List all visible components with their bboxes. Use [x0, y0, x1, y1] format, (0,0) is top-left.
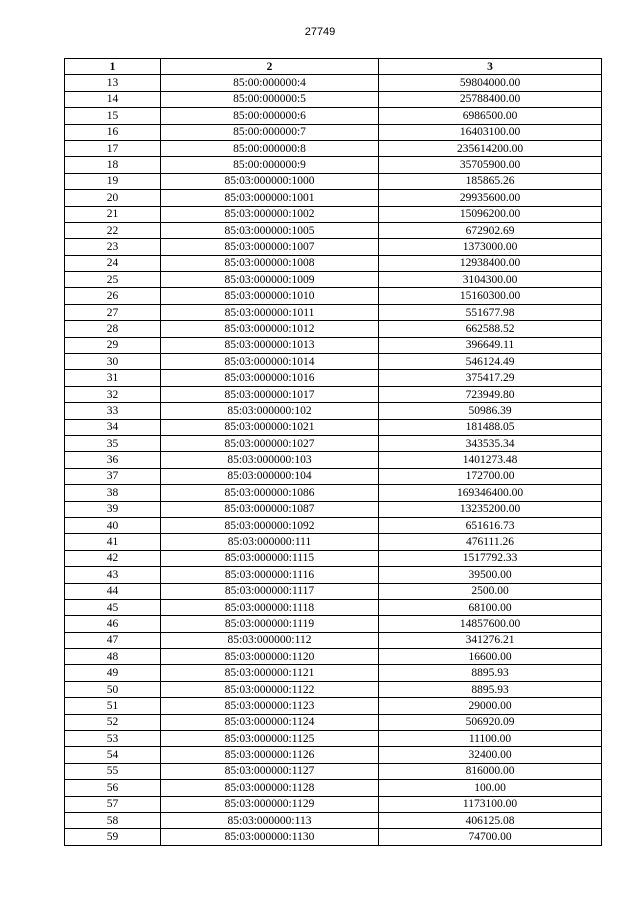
cadastral-number-cell: 85:03:000000:1118	[161, 599, 379, 615]
table-row	[65, 435, 602, 451]
table-row	[65, 140, 602, 156]
row-number-cell: 43	[65, 567, 161, 583]
value-cell: 29935600.00	[379, 190, 602, 206]
cadastral-number-cell: 85:03:000000:1001	[161, 190, 379, 206]
column-header-1: 1	[65, 59, 161, 75]
value-cell: 375417.29	[379, 370, 602, 386]
value-cell: 15096200.00	[379, 206, 602, 222]
value-cell: 185865.26	[379, 173, 602, 189]
value-cell: 723949.80	[379, 386, 602, 402]
table-row	[65, 649, 602, 665]
table-row	[65, 91, 602, 107]
column-header-2: 2	[161, 59, 379, 75]
value-cell: 1401273.48	[379, 452, 602, 468]
cadastral-number-cell: 85:03:000000:1007	[161, 239, 379, 255]
row-number-cell: 28	[65, 321, 161, 337]
table-row	[65, 108, 602, 124]
cadastral-number-cell: 85:03:000000:1087	[161, 501, 379, 517]
row-number-cell: 58	[65, 812, 161, 828]
value-cell: 3104300.00	[379, 272, 602, 288]
cadastral-number-cell: 85:03:000000:1129	[161, 796, 379, 812]
cadastral-number-cell: 85:03:000000:1120	[161, 649, 379, 665]
table-row	[65, 386, 602, 402]
row-number-cell: 48	[65, 649, 161, 665]
row-number-cell: 31	[65, 370, 161, 386]
table-row	[65, 75, 602, 91]
table-row	[65, 812, 602, 828]
cadastral-number-cell: 85:03:000000:1002	[161, 206, 379, 222]
cadastral-number-cell: 85:03:000000:1124	[161, 714, 379, 730]
table-row	[65, 796, 602, 812]
value-cell: 25788400.00	[379, 91, 602, 107]
row-number-cell: 50	[65, 681, 161, 697]
row-number-cell: 41	[65, 534, 161, 550]
cadastral-number-cell: 85:03:000000:1086	[161, 485, 379, 501]
header-row	[65, 59, 602, 75]
cadastral-number-cell: 85:03:000000:1017	[161, 386, 379, 402]
table-row	[65, 829, 602, 845]
cadastral-number-cell: 85:03:000000:104	[161, 468, 379, 484]
value-cell: 15160300.00	[379, 288, 602, 304]
value-cell: 68100.00	[379, 599, 602, 615]
value-cell: 172700.00	[379, 468, 602, 484]
cadastral-number-cell: 85:03:000000:1005	[161, 222, 379, 238]
cadastral-number-cell: 85:03:000000:1121	[161, 665, 379, 681]
cadastral-number-cell: 85:03:000000:1008	[161, 255, 379, 271]
row-number-cell: 47	[65, 632, 161, 648]
table-row	[65, 124, 602, 140]
table-row	[65, 616, 602, 632]
row-number-cell: 36	[65, 452, 161, 468]
value-cell: 12938400.00	[379, 255, 602, 271]
table-row	[65, 255, 602, 271]
row-number-cell: 16	[65, 124, 161, 140]
table-row	[65, 190, 602, 206]
row-number-cell: 24	[65, 255, 161, 271]
value-cell: 672902.69	[379, 222, 602, 238]
cadastral-number-cell: 85:03:000000:1130	[161, 829, 379, 845]
cadastral-number-cell: 85:00:000000:5	[161, 91, 379, 107]
table-row	[65, 517, 602, 533]
cadastral-number-cell: 85:03:000000:1122	[161, 681, 379, 697]
cadastral-number-cell: 85:00:000000:6	[161, 108, 379, 124]
table-row	[65, 468, 602, 484]
row-number-cell: 30	[65, 354, 161, 370]
cadastral-number-cell: 85:03:000000:1128	[161, 780, 379, 796]
row-number-cell: 37	[65, 468, 161, 484]
row-number-cell: 26	[65, 288, 161, 304]
cadastral-number-cell: 85:03:000000:1027	[161, 435, 379, 451]
cadastral-number-cell: 85:03:000000:1117	[161, 583, 379, 599]
value-cell: 169346400.00	[379, 485, 602, 501]
table-row	[65, 304, 602, 320]
value-cell: 2500.00	[379, 583, 602, 599]
table-row	[65, 731, 602, 747]
value-cell: 100.00	[379, 780, 602, 796]
value-cell: 35705900.00	[379, 157, 602, 173]
value-cell: 50986.39	[379, 403, 602, 419]
value-cell: 74700.00	[379, 829, 602, 845]
value-cell: 662588.52	[379, 321, 602, 337]
table-row	[65, 239, 602, 255]
value-cell: 476111.26	[379, 534, 602, 550]
cadastral-number-cell: 85:03:000000:1021	[161, 419, 379, 435]
row-number-cell: 27	[65, 304, 161, 320]
row-number-cell: 22	[65, 222, 161, 238]
value-cell: 14857600.00	[379, 616, 602, 632]
value-cell: 506920.09	[379, 714, 602, 730]
table-row	[65, 599, 602, 615]
row-number-cell: 57	[65, 796, 161, 812]
cadastral-number-cell: 85:00:000000:8	[161, 140, 379, 156]
row-number-cell: 18	[65, 157, 161, 173]
row-number-cell: 19	[65, 173, 161, 189]
cadastral-number-cell: 85:00:000000:4	[161, 75, 379, 91]
value-cell: 1373000.00	[379, 239, 602, 255]
value-cell: 816000.00	[379, 763, 602, 779]
table-row	[65, 583, 602, 599]
table-row	[65, 321, 602, 337]
value-cell: 6986500.00	[379, 108, 602, 124]
cadastral-number-cell: 85:03:000000:1000	[161, 173, 379, 189]
row-number-cell: 25	[65, 272, 161, 288]
row-number-cell: 44	[65, 583, 161, 599]
cadastral-number-cell: 85:03:000000:111	[161, 534, 379, 550]
value-cell: 8895.93	[379, 665, 602, 681]
value-cell: 396649.11	[379, 337, 602, 353]
table-row	[65, 763, 602, 779]
table-row	[65, 534, 602, 550]
page-number: 27749	[304, 26, 336, 38]
value-cell: 181488.05	[379, 419, 602, 435]
row-number-cell: 40	[65, 517, 161, 533]
table-row	[65, 370, 602, 386]
cadastral-number-cell: 85:03:000000:1092	[161, 517, 379, 533]
cadastral-number-cell: 85:03:000000:1126	[161, 747, 379, 763]
row-number-cell: 54	[65, 747, 161, 763]
cadastral-number-cell: 85:03:000000:1116	[161, 567, 379, 583]
table-row	[65, 337, 602, 353]
table-row	[65, 501, 602, 517]
row-number-cell: 51	[65, 698, 161, 714]
value-cell: 1517792.33	[379, 550, 602, 566]
value-cell: 16403100.00	[379, 124, 602, 140]
table-row	[65, 403, 602, 419]
row-number-cell: 45	[65, 599, 161, 615]
value-cell: 1173100.00	[379, 796, 602, 812]
cadastral-number-cell: 85:00:000000:9	[161, 157, 379, 173]
value-cell: 235614200.00	[379, 140, 602, 156]
cadastral-number-cell: 85:03:000000:1012	[161, 321, 379, 337]
value-cell: 16600.00	[379, 649, 602, 665]
row-number-cell: 20	[65, 190, 161, 206]
row-number-cell: 23	[65, 239, 161, 255]
cadastral-number-cell: 85:03:000000:1119	[161, 616, 379, 632]
cadastral-number-cell: 85:03:000000:1010	[161, 288, 379, 304]
row-number-cell: 39	[65, 501, 161, 517]
row-number-cell: 52	[65, 714, 161, 730]
table-row	[65, 681, 602, 697]
value-cell: 29000.00	[379, 698, 602, 714]
table-row	[65, 157, 602, 173]
table-row	[65, 272, 602, 288]
value-cell: 11100.00	[379, 731, 602, 747]
table-row	[65, 354, 602, 370]
row-number-cell: 35	[65, 435, 161, 451]
row-number-cell: 32	[65, 386, 161, 402]
cadastral-number-cell: 85:03:000000:102	[161, 403, 379, 419]
value-cell: 546124.49	[379, 354, 602, 370]
table-row	[65, 485, 602, 501]
cadastral-number-cell: 85:03:000000:1011	[161, 304, 379, 320]
row-number-cell: 38	[65, 485, 161, 501]
value-cell: 551677.98	[379, 304, 602, 320]
table-row	[65, 665, 602, 681]
cadastral-number-cell: 85:03:000000:112	[161, 632, 379, 648]
row-number-cell: 55	[65, 763, 161, 779]
table-row	[65, 780, 602, 796]
row-number-cell: 29	[65, 337, 161, 353]
row-number-cell: 53	[65, 731, 161, 747]
table-row	[65, 747, 602, 763]
row-number-cell: 56	[65, 780, 161, 796]
cadastral-number-cell: 85:03:000000:1127	[161, 763, 379, 779]
cadastral-number-cell: 85:03:000000:1123	[161, 698, 379, 714]
value-cell: 651616.73	[379, 517, 602, 533]
value-cell: 343535.34	[379, 435, 602, 451]
row-number-cell: 42	[65, 550, 161, 566]
value-cell: 59804000.00	[379, 75, 602, 91]
table-header	[65, 59, 602, 75]
row-number-cell: 33	[65, 403, 161, 419]
value-cell: 32400.00	[379, 747, 602, 763]
cadastral-number-cell: 85:03:000000:1115	[161, 550, 379, 566]
row-number-cell: 13	[65, 75, 161, 91]
cadastral-number-cell: 85:03:000000:113	[161, 812, 379, 828]
table-row	[65, 632, 602, 648]
value-cell: 39500.00	[379, 567, 602, 583]
cadastral-number-cell: 85:03:000000:1014	[161, 354, 379, 370]
cadastral-number-cell: 85:03:000000:103	[161, 452, 379, 468]
data-table	[64, 58, 602, 846]
row-number-cell: 14	[65, 91, 161, 107]
value-cell: 406125.08	[379, 812, 602, 828]
value-cell: 341276.21	[379, 632, 602, 648]
cadastral-number-cell: 85:03:000000:1125	[161, 731, 379, 747]
row-number-cell: 59	[65, 829, 161, 845]
row-number-cell: 49	[65, 665, 161, 681]
row-number-cell: 34	[65, 419, 161, 435]
table-row	[65, 550, 602, 566]
table-row	[65, 288, 602, 304]
column-header-3: 3	[379, 59, 602, 75]
value-cell: 8895.93	[379, 681, 602, 697]
table-body	[65, 75, 602, 845]
table-row	[65, 206, 602, 222]
table-row	[65, 714, 602, 730]
cadastral-number-cell: 85:03:000000:1013	[161, 337, 379, 353]
cadastral-number-cell: 85:03:000000:1016	[161, 370, 379, 386]
value-cell: 13235200.00	[379, 501, 602, 517]
cadastral-number-cell: 85:00:000000:7	[161, 124, 379, 140]
cadastral-number-cell: 85:03:000000:1009	[161, 272, 379, 288]
table-row	[65, 567, 602, 583]
table-row	[65, 173, 602, 189]
table-row	[65, 698, 602, 714]
row-number-cell: 15	[65, 108, 161, 124]
row-number-cell: 17	[65, 140, 161, 156]
row-number-cell: 21	[65, 206, 161, 222]
table-row	[65, 222, 602, 238]
row-number-cell: 46	[65, 616, 161, 632]
table-row	[65, 419, 602, 435]
table-row	[65, 452, 602, 468]
